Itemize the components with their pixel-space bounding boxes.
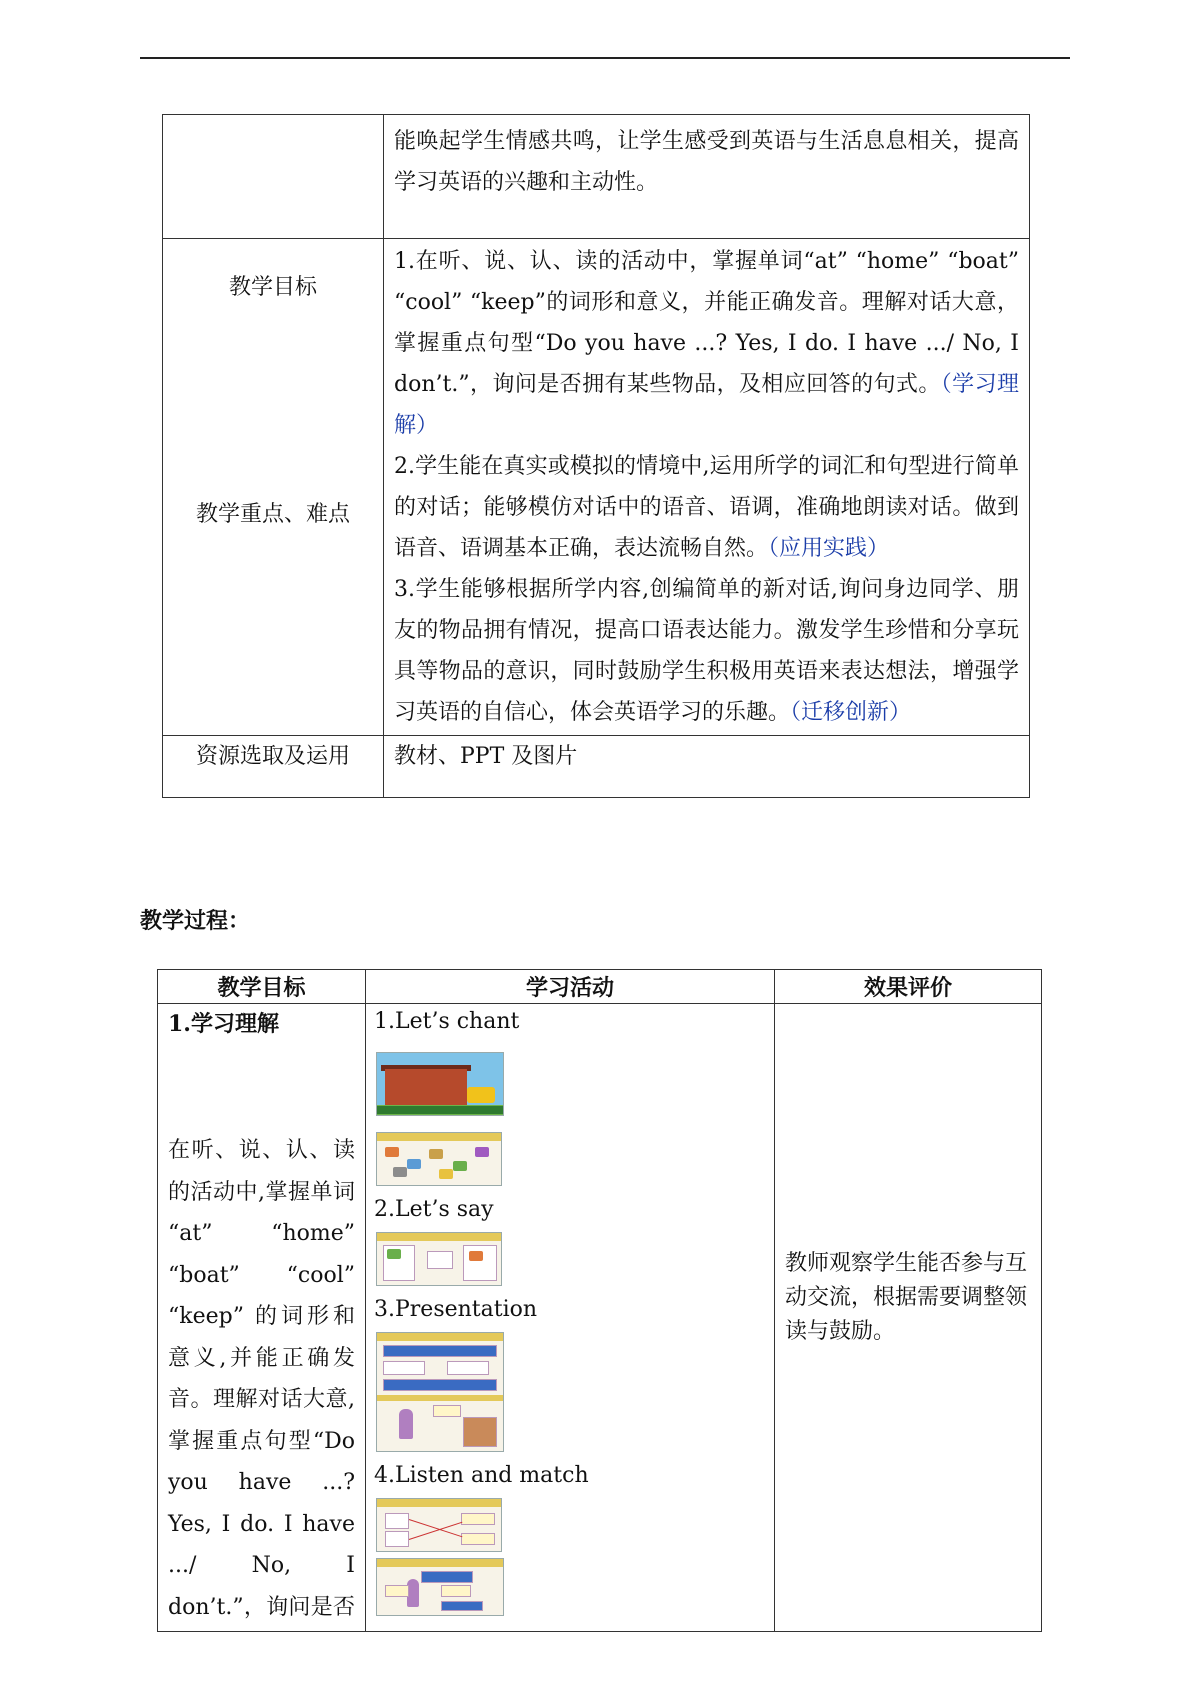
empty-label-cell bbox=[163, 115, 384, 239]
activity-chant: 1.Let’s chant bbox=[374, 1009, 520, 1034]
evaluation-cell bbox=[775, 1004, 1042, 1632]
label-key-points: 教学重点、难点 bbox=[195, 502, 350, 527]
goal-1-tag: （学习理解） bbox=[394, 372, 1019, 438]
presentation-slide-image bbox=[376, 1332, 504, 1452]
table-row bbox=[163, 736, 1030, 798]
process-table bbox=[157, 969, 1042, 1632]
table-row bbox=[163, 239, 1030, 736]
label-resources: 资源选取及运用 bbox=[163, 736, 384, 798]
listen-match-slide-image bbox=[376, 1498, 502, 1552]
activity-say: 2.Let’s say bbox=[374, 1197, 494, 1222]
header-goal: 教学目标 bbox=[158, 970, 366, 1004]
intro-text: 能唤起学生情感共鸣，让学生感受到英语与生活息息相关，提高学习英语的兴趣和主动性。 bbox=[384, 115, 1030, 239]
goal-2-tag: （应用实践） bbox=[768, 536, 890, 561]
table-row bbox=[163, 115, 1030, 239]
activity-listen-match: 4.Listen and match bbox=[374, 1463, 589, 1488]
activity-presentation: 3.Presentation bbox=[374, 1297, 538, 1322]
goal-title: 1.学习理解 bbox=[168, 1011, 279, 1037]
evaluation-text: 教师观察学生能否参与互动交流，根据需要调整领读与鼓励。 bbox=[785, 1250, 1028, 1344]
goal-cell bbox=[158, 1004, 366, 1632]
objectives-table bbox=[162, 114, 1030, 798]
chant-items-slide-image bbox=[376, 1132, 502, 1186]
header-rule bbox=[140, 57, 1070, 59]
say-slide-image bbox=[376, 1232, 502, 1286]
header-activities: 学习活动 bbox=[366, 970, 775, 1004]
resources-text: 教材、PPT 及图片 bbox=[384, 736, 1030, 798]
table-row bbox=[158, 1004, 1042, 1632]
activities-cell bbox=[366, 1004, 775, 1632]
goal-1: 1.在听、说、认、读的活动中，掌握单词“at” “home” “boat” “cool” “keep”的词形和意义，并能正确发音。理解对话大意，掌握重点句型“Do you have ...? Yes, I do. I have .../ No, I don’t.”，询问是否拥有某些物品，及相应回答的句式。（学习理解） bbox=[394, 249, 1019, 438]
label-cell bbox=[163, 239, 384, 736]
goals-cell bbox=[384, 239, 1030, 736]
goal-text: 在听、说、认、读的活动中,掌握单词 “at” “home” “boat” “cool” “keep” 的词形和意义,并能正确发音。理解对话大意,掌握重点句型“Do you have ...? Yes, I do. I have .../ No, I don’t.”，询问是否 bbox=[168, 1138, 355, 1620]
goal-2: 2.学生能在真实或模拟的情境中,运用所学的词汇和句型进行简单的对话；能够模仿对话中的语音、语调，准确地朗读对话。做到语音、语调基本正确，表达流畅自然。（应用实践） bbox=[394, 454, 1019, 561]
goal-3-tag: （迁移创新） bbox=[790, 700, 912, 725]
dialogue-slide-image bbox=[376, 1558, 504, 1616]
chant-slide-image bbox=[376, 1052, 504, 1116]
header-evaluation: 效果评价 bbox=[775, 970, 1042, 1004]
section-title: 教学过程： bbox=[140, 908, 251, 934]
goal-3: 3.学生能够根据所学内容,创编简单的新对话,询问身边同学、朋友的物品拥有情况，提高口语表达能力。激发学生珍惜和分享玩具等物品的意识，同时鼓励学生积极用英语来表达想法，增强学习英语的自信心，体会英语学习的乐趣。（迁移创新） bbox=[394, 577, 1019, 725]
label-teaching-goals: 教学目标 bbox=[228, 275, 317, 300]
table-header-row bbox=[158, 970, 1042, 1004]
